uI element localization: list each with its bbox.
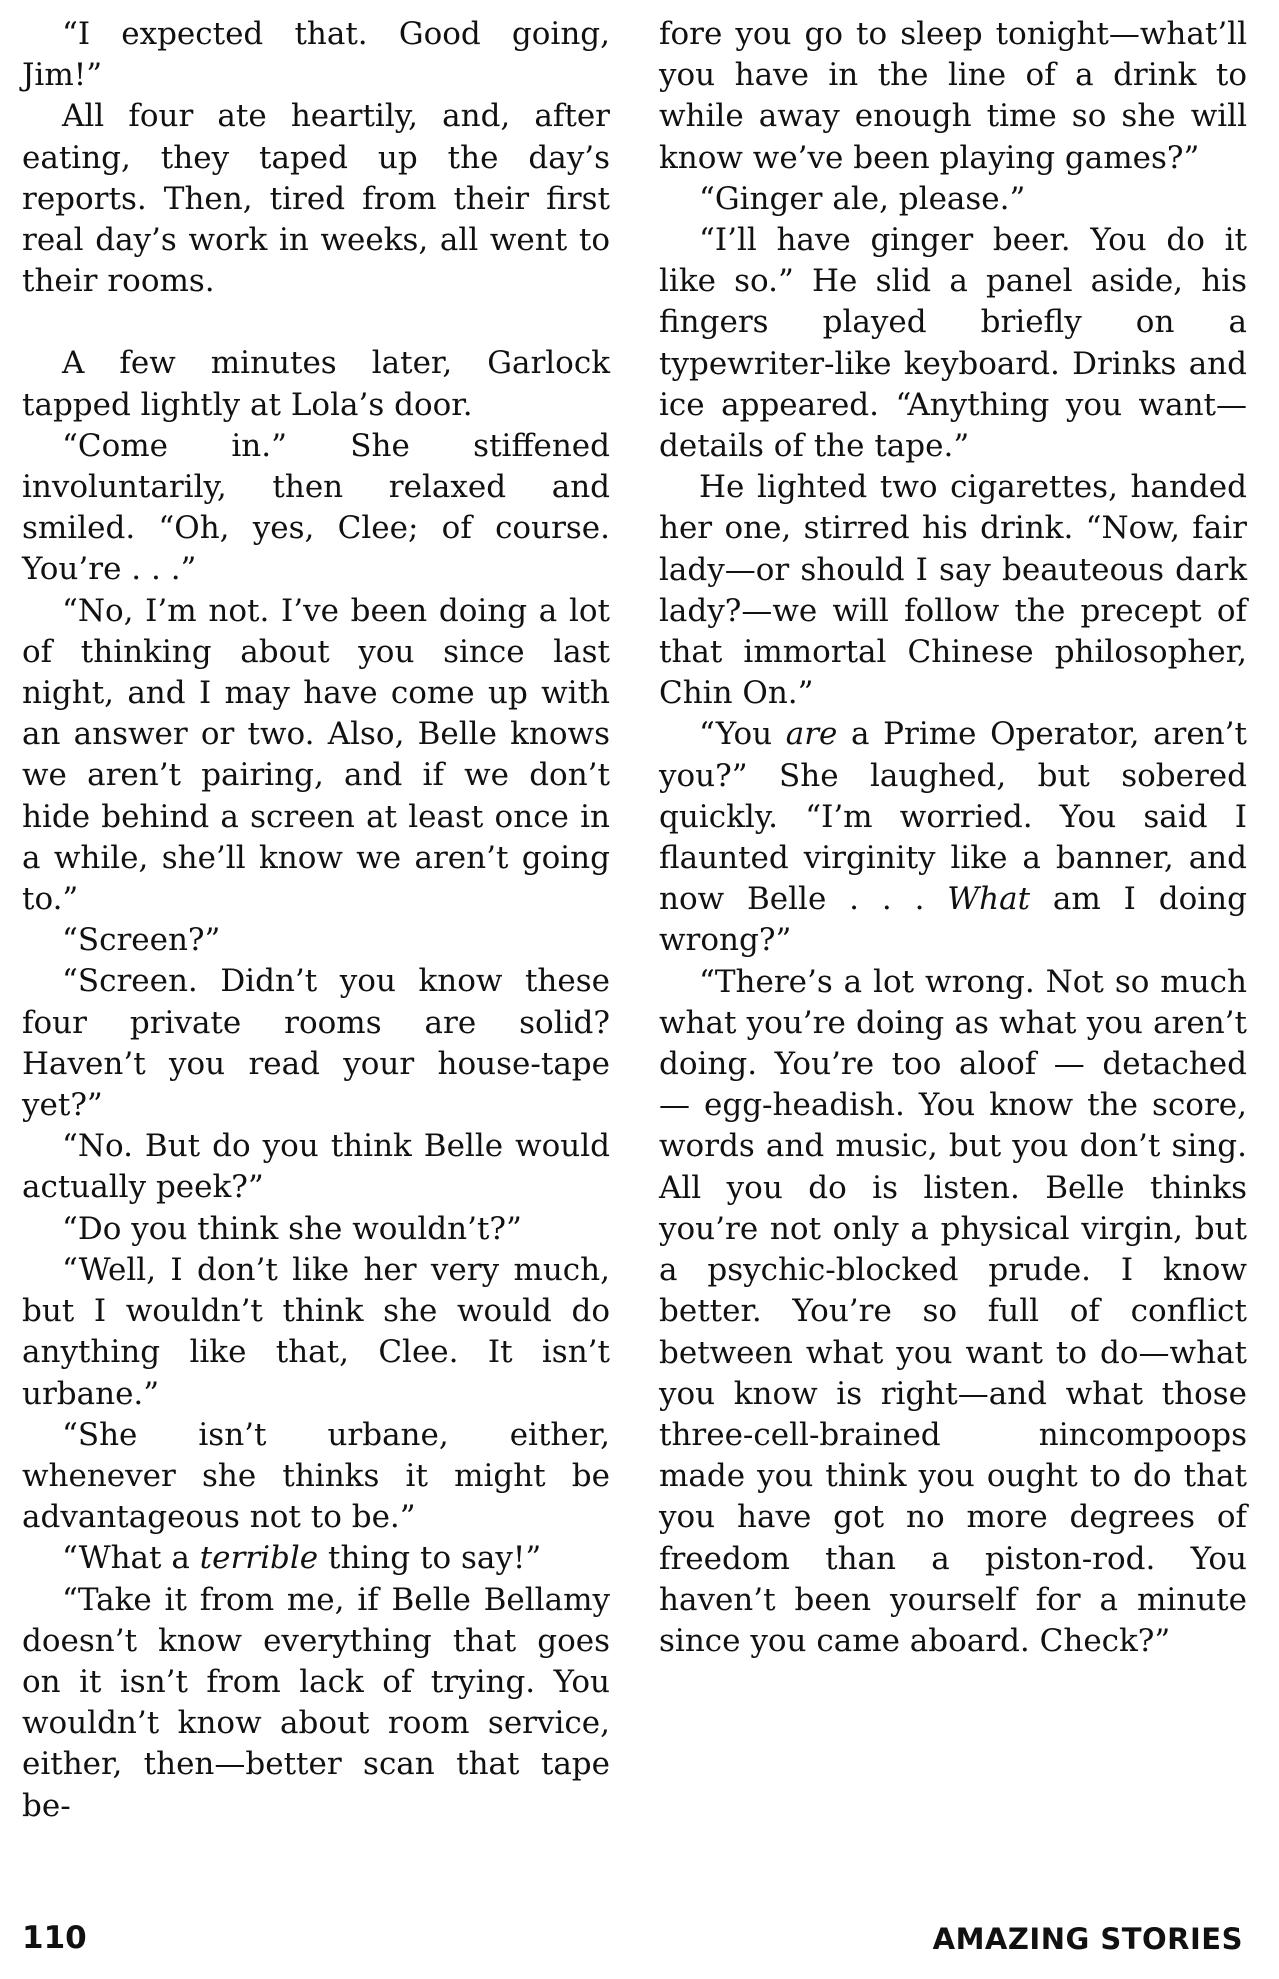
text-run: “You: [699, 716, 786, 753]
paragraph: “She isn’t urbane, either, whenever she thinks it might be advantageous not to be.”: [22, 1416, 610, 1536]
text-run: thing to say!”: [318, 1540, 542, 1577]
paragraph: A few minutes later, Garlock tapped lightly at Lola’s door.: [22, 345, 610, 423]
page-footer: [22, 1920, 1243, 1964]
paragraph: “Come in.” She stiffened involuntarily, then relaxed and smiled. “Oh, yes, Clee; of course. You’re . . .”: [22, 427, 610, 588]
paragraph: “Screen. Didn’t you know these four private rooms are solid? Haven’t you read your house-tape yet?”: [22, 963, 610, 1124]
paragraph: “Do you think she wouldn’t?”: [62, 1210, 522, 1247]
paragraph-continuation: fore you go to sleep tonight—what’ll you have in the line of a drink to while away enough time so she will know we’ve been playing games?”: [659, 16, 1247, 176]
paragraph: “No. But do you think Belle would actually peek?”: [22, 1128, 610, 1206]
text-run: a Prime Operator, aren’t you?” She laughed, but sobered quickly. “I’m worried. You said I flaunted virginity like a banner, and now Belle . . .: [659, 716, 1247, 918]
paragraph: [659, 714, 1247, 961]
paragraph: All four ate heartily, and, after eating, they taped up the day’s reports. Then, tired from their first real day’s work in weeks, all went to their rooms.: [22, 98, 610, 300]
paragraph: He lighted two cigarettes, handed her one, stirred his drink. “Now, fair lady—or should I say beauteous dark lady?—we will follow the precept of that immortal Chinese philosopher, Chin On.”: [659, 469, 1247, 712]
italic-text: What: [947, 881, 1031, 918]
paragraph: “I expected that. Good going, Jim!”: [22, 16, 610, 94]
italic-text: terrible: [199, 1540, 319, 1577]
section-break: [22, 302, 610, 343]
running-title: AMAZING STORIES: [932, 1922, 1243, 1956]
paragraph: “No, I’m not. I’ve been doing a lot of thinking about you since last night, and I may have come up with an answer or two. Also, Belle knows we aren’t pairing, and if we don’t hide behind a screen at least once in a while, she’ll know we aren’t going to.”: [22, 592, 610, 918]
paragraph: “Screen?”: [62, 922, 221, 959]
left-column: [22, 14, 610, 1827]
page-number: 110: [22, 1920, 87, 1956]
paragraph: “Ginger ale, please.”: [699, 180, 1026, 217]
italic-text: are: [785, 716, 838, 753]
paragraph: [22, 1538, 610, 1579]
text-run: “What a: [62, 1540, 200, 1577]
paragraph: “There’s a lot wrong. Not so much what you’re doing as what you aren’t doing. You’re too aloof — detached — egg-headish. You know the score, words and music, but you don’t sing. All you do is listen. Belle thinks you’re not only a physical virgin, but a psychic-blocked prude. I know better. You’re so full of conflict between what you want to do—what you know is right—and what those three-cell-brained nincompoops made you think you ought to do that you have got no more degrees of freedom than a piston-rod. You haven’t been yourself for a minute since you came aboard. Check?”: [659, 963, 1247, 1659]
paragraph: “Take it from me, if Belle Bellamy doesn’t know everything that goes on it isn’t from lack of trying. You wouldn’t know about room service, either, then—better scan that tape be-: [22, 1581, 610, 1824]
paragraph: “I’ll have ginger beer. You do it like so.” He slid a panel aside, his fingers played briefly on a typewriter-like keyboard. Drinks and ice appeared. “Anything you want—details of the tape.”: [659, 222, 1247, 465]
paragraph: “Well, I don’t like her very much, but I wouldn’t think she would do anything like that, Clee. It isn’t urbane.”: [22, 1251, 610, 1412]
right-column: [659, 14, 1247, 1662]
text-run: am I doing wrong?”: [659, 881, 1247, 959]
